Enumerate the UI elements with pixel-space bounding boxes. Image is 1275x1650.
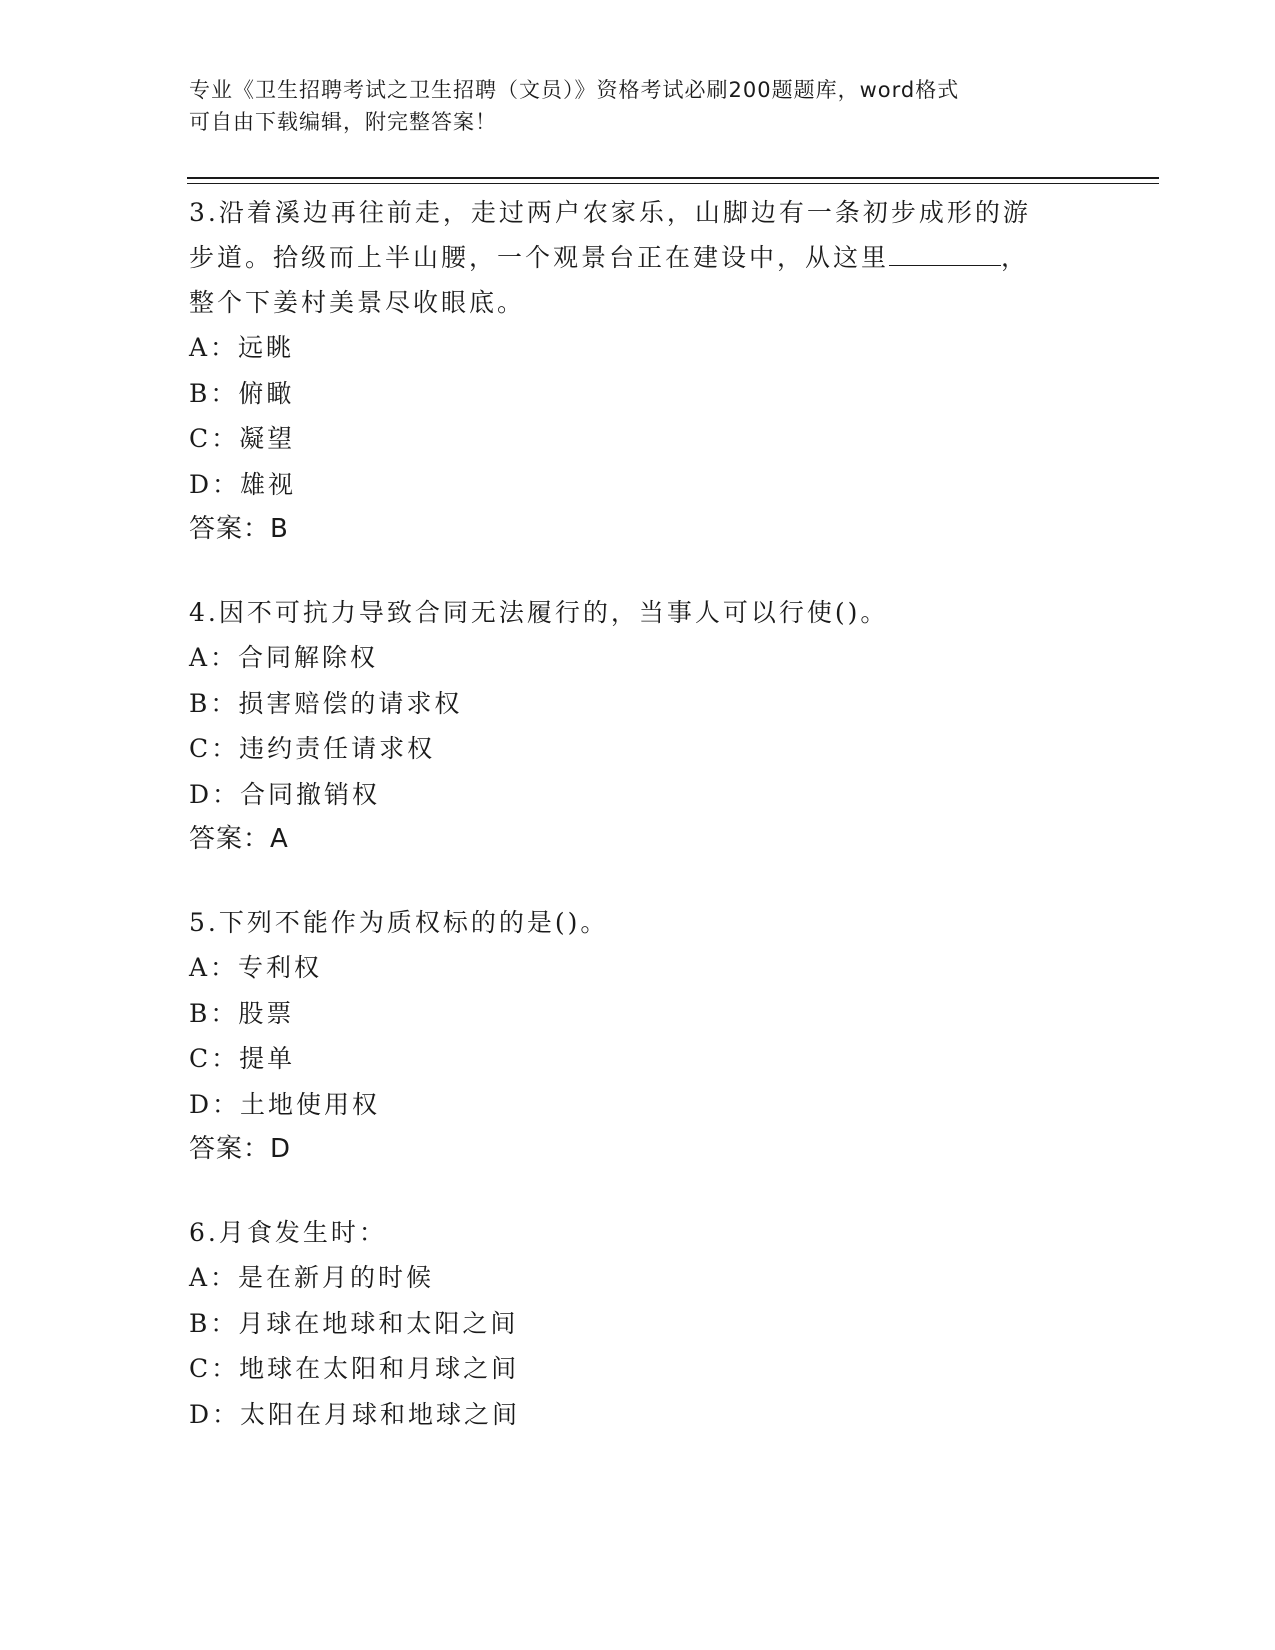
option-b: B：月球在地球和太阳之间 bbox=[189, 1308, 519, 1338]
question-stem-text: ， bbox=[1001, 243, 1030, 272]
option-b: B：损害赔偿的请求权 bbox=[189, 688, 463, 718]
answer-line: 答案：D bbox=[189, 1134, 292, 1164]
option-d: D：合同撤销权 bbox=[189, 779, 381, 809]
question-stem-line: 5.下列不能作为质权标的的是()。 bbox=[189, 908, 609, 937]
question-stem-line: 4.因不可抗力导致合同无法履行的，当事人可以行使()。 bbox=[189, 598, 889, 627]
option-b: B：俯瞰 bbox=[189, 378, 295, 408]
question-stem-line: 6.月食发生时： bbox=[189, 1218, 387, 1247]
option-a: A：是在新月的时候 bbox=[189, 1263, 435, 1292]
question-list bbox=[189, 190, 1089, 1475]
header-line-1: 专业《卫生招聘考试之卫生招聘（文员）》资格考试必刷200题题库，word格式 bbox=[189, 78, 960, 102]
option-a: A：远眺 bbox=[189, 333, 295, 362]
option-d: D：太阳在月球和地球之间 bbox=[189, 1399, 521, 1429]
option-d: D：土地使用权 bbox=[189, 1089, 381, 1119]
option-a: A：专利权 bbox=[189, 953, 323, 982]
question-stem-line bbox=[189, 235, 1089, 280]
option-c: C：凝望 bbox=[189, 424, 296, 453]
fill-in-blank bbox=[889, 247, 1001, 266]
question-stem-text: 步道。拾级而上半山腰，一个观景台正在建设中，从这里 bbox=[189, 243, 890, 272]
answer-line: 答案：B bbox=[189, 514, 289, 544]
question-stem-line: 整个下姜村美景尽收眼底。 bbox=[189, 288, 526, 317]
header-divider-thin bbox=[187, 183, 1159, 184]
option-c: C：违约责任请求权 bbox=[189, 734, 436, 763]
question-stem-line: 3.沿着溪边再往前走，走过两户农家乐，山脚边有一条初步成形的游 bbox=[189, 198, 1031, 227]
option-b: B：股票 bbox=[189, 998, 295, 1028]
question-5 bbox=[189, 900, 1089, 1172]
answer-line: 答案：A bbox=[189, 824, 289, 854]
option-c: C：地球在太阳和月球之间 bbox=[189, 1354, 520, 1383]
question-3 bbox=[189, 190, 1089, 552]
option-a: A：合同解除权 bbox=[189, 643, 379, 672]
question-6 bbox=[189, 1210, 1089, 1437]
question-4 bbox=[189, 590, 1089, 862]
header-divider-thick bbox=[187, 177, 1159, 179]
option-c: C：提单 bbox=[189, 1044, 296, 1073]
document-header bbox=[189, 74, 1089, 138]
header-line-2: 可自由下载编辑，附完整答案！ bbox=[189, 110, 497, 134]
option-d: D：雄视 bbox=[189, 469, 297, 499]
